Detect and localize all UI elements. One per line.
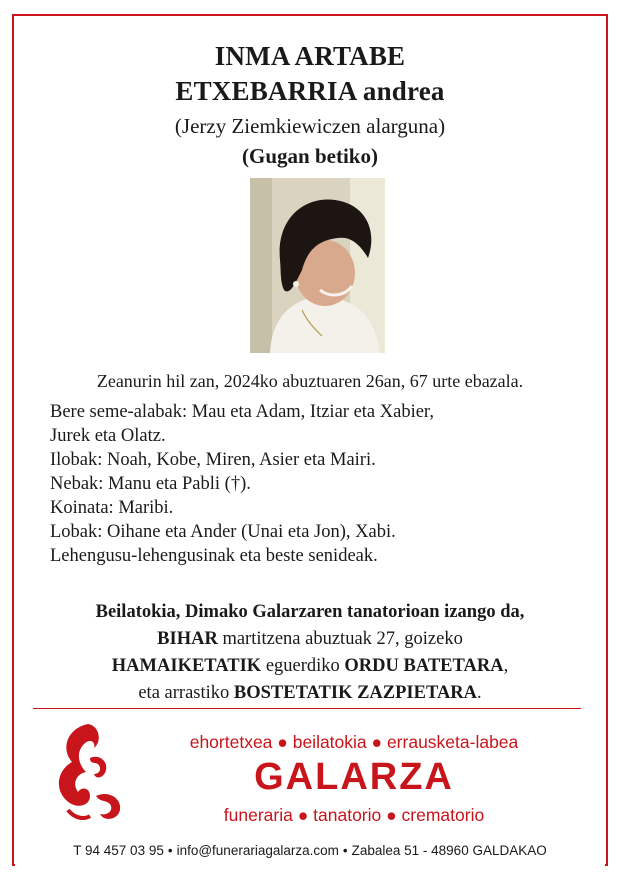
footer-phone: T 94 457 03 95 — [73, 843, 164, 858]
wake-afternoon-hours: BOSTETATIK ZAZPIETARA — [233, 683, 478, 703]
family-line: Lehengusu-lehengusinak eta beste senideak. — [50, 546, 378, 566]
wake-date-text: martitzena abuztuak 27, goizeko — [217, 629, 463, 649]
footer-address: Zabalea 51 - 48960 GALDAKAO — [351, 843, 547, 858]
wake-hours-mid: eguerdiko — [261, 656, 345, 676]
family-line: Jurek eta Olatz. — [50, 426, 166, 446]
family-list — [50, 400, 590, 568]
footer-email[interactable]: info@funerariagalarza.com — [176, 843, 339, 858]
wake-afternoon-end: . — [477, 683, 482, 703]
wake-details — [0, 599, 620, 707]
wake-location-line: Beilatokia, Dimako Galarzaren tanatorioan izango da, — [95, 602, 525, 622]
wake-hours-end: , — [503, 656, 509, 676]
services-spanish: funeraria ● tanatorio ● crematorio — [223, 805, 485, 825]
wake-afternoon-start: eta arrastiko — [138, 683, 234, 703]
wake-end-hour: ORDU BATETARA — [344, 656, 504, 676]
footer-separator: • — [342, 843, 348, 858]
family-line: Nebak: Manu eta Pabli (†). — [50, 474, 251, 494]
portrait-illustration — [250, 178, 385, 353]
family-line: Koinata: Maribi. — [50, 498, 174, 518]
wake-start-hour: HAMAIKETATIK — [111, 656, 262, 676]
deceased-name-line1: INMA ARTABE — [214, 41, 406, 71]
family-line: Bere seme-alabak: Mau eta Adam, Itziar eta Xabier, — [50, 402, 434, 422]
divider-line — [33, 708, 581, 709]
services-basque: ehortetxea ● beilatokia ● errausketa-labea — [189, 732, 519, 752]
in-memory-line: (Gugan betiko) — [242, 144, 378, 168]
wake-afternoon-line — [0, 680, 620, 707]
wake-date-line — [0, 626, 620, 653]
deceased-name-line2: ETXEBARRIA andrea — [175, 76, 445, 106]
family-line: Ilobak: Noah, Kobe, Miren, Asier eta Mairi. — [50, 450, 376, 470]
contact-footer — [15, 839, 605, 867]
death-announcement: Zeanurin hil zan, 2024ko abuztuaren 26an, 67 urte ebazala. — [96, 371, 524, 391]
footer-separator: • — [167, 843, 173, 858]
brand-name: GALARZA — [254, 756, 454, 798]
family-line: Lobak: Oihane eta Ander (Unai eta Jon), Xabi. — [50, 522, 396, 542]
widow-of-line: (Jerzy Ziemkiewiczen alarguna) — [174, 114, 446, 138]
wake-day: BIHAR — [157, 629, 218, 649]
portrait-photo — [250, 178, 385, 353]
wake-hours-line — [0, 653, 620, 680]
